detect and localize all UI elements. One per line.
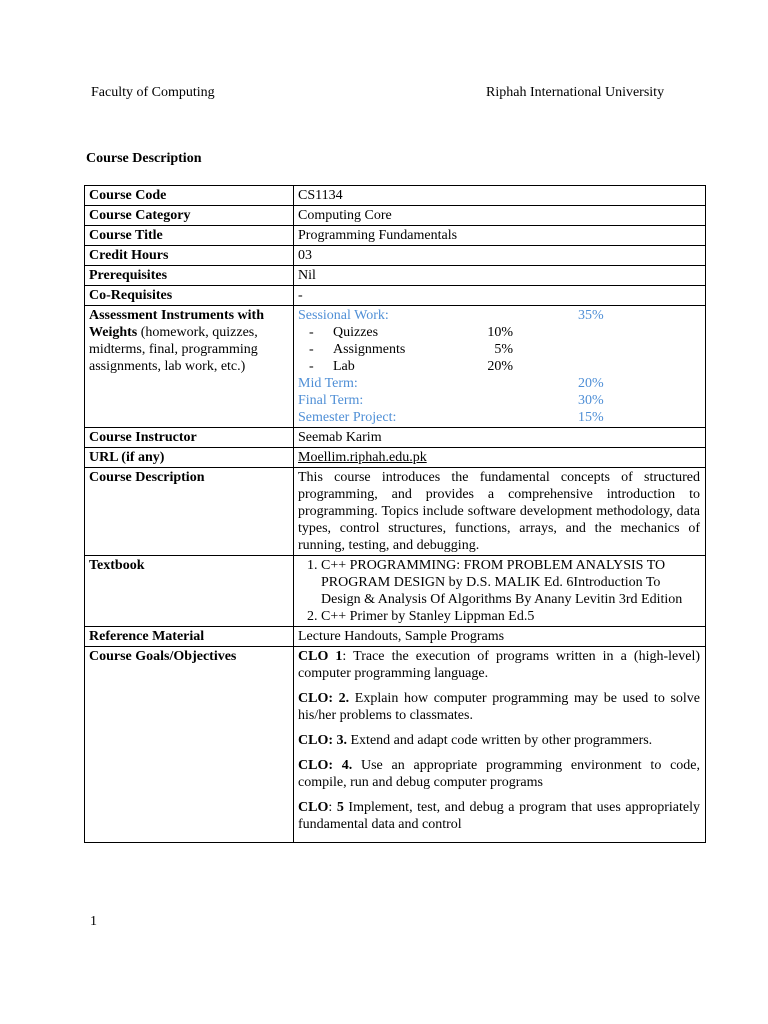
- clo-tag: CLO: [298, 800, 329, 815]
- final-term-row: [298, 392, 700, 409]
- goals-label: Course Goals/Objectives: [85, 647, 294, 843]
- course-url-link[interactable]: Moellim.riphah.edu.pk: [298, 450, 427, 465]
- semester-project-label: Semester Project:: [298, 410, 397, 425]
- clo-tag: CLO: 2.: [298, 691, 350, 706]
- sub-item-dash: -: [309, 359, 314, 374]
- prerequisites-label: Prerequisites: [85, 266, 294, 286]
- textbook-item: 2. C++ Primer by Stanley Lippman Ed.5: [321, 608, 700, 625]
- sub-item-assignments: [298, 341, 700, 358]
- assessment-label-note: (homework, quizzes, midterms, final, programming assignments, lab work, etc.): [89, 325, 258, 374]
- sub-item-name: Quizzes: [333, 325, 379, 340]
- url-cell: [294, 448, 706, 468]
- clo-text: Use an appropriate programming environment to code, compile, run and debug computer programs: [298, 758, 701, 790]
- goals-cell: [294, 647, 706, 843]
- final-term-label: Final Term:: [298, 393, 364, 408]
- sessional-work-pct: 35%: [578, 308, 604, 323]
- course-table: [84, 185, 706, 843]
- mid-term-label: Mid Term:: [298, 376, 358, 391]
- course-category-label: Course Category: [85, 206, 294, 226]
- table-row: [85, 627, 706, 647]
- clo-item: [298, 799, 700, 833]
- table-row: [85, 647, 706, 843]
- clo-item: [298, 648, 700, 682]
- prerequisites-value: Nil: [294, 266, 706, 286]
- course-category-value: Computing Core: [294, 206, 706, 226]
- description-value: This course introduces the fundamental concepts of structured programming, and provides a comprehensive introduction to programming. Topics include software development methodology, data types, control structures, functions, arrays, and the mechanics of running, testing, and debugging.: [294, 468, 706, 556]
- assessment-weights: [294, 306, 706, 428]
- clo-tag: CLO: 3.: [298, 733, 347, 748]
- final-term-pct: 30%: [578, 393, 604, 408]
- course-code-value: CS1134: [294, 186, 706, 206]
- textbook-list-cell: [294, 556, 706, 627]
- sub-item-lab: [298, 358, 700, 375]
- sub-item-pct: 20%: [487, 359, 513, 374]
- table-row: [85, 246, 706, 266]
- table-row: [85, 266, 706, 286]
- clo-tag: CLO: 4.: [298, 758, 353, 773]
- sessional-work-row: [298, 307, 700, 324]
- table-row: [85, 206, 706, 226]
- course-title-label: Course Title: [85, 226, 294, 246]
- clo-tag-number: 5: [336, 800, 344, 815]
- url-label: URL (if any): [85, 448, 294, 468]
- clo-item: [298, 732, 700, 749]
- clo-sep: :: [328, 800, 337, 815]
- textbook-item: 1. C++ PROGRAMMING: FROM PROBLEM ANALYSIS TO PROGRAM DESIGN by D.S. MALIK Ed. 6Introduction To Design & Analysis Of Algorithms By Anany Levitin 3rd Edition: [321, 557, 700, 608]
- instructor-label: Course Instructor: [85, 428, 294, 448]
- clo-text: Extend and adapt code written by other programmers.: [347, 733, 653, 748]
- mid-term-pct: 20%: [578, 376, 604, 391]
- table-row: [85, 468, 706, 556]
- course-title-value: Programming Fundamentals: [294, 226, 706, 246]
- document-title: Course Description: [86, 151, 202, 166]
- sub-item-dash: -: [309, 342, 314, 357]
- sub-item-dash: -: [309, 325, 314, 340]
- sub-item-quizzes: [298, 324, 700, 341]
- assessment-label: [85, 306, 294, 428]
- reference-value: Lecture Handouts, Sample Programs: [294, 627, 706, 647]
- sub-item-name: Lab: [333, 359, 355, 374]
- clo-text: Explain how computer programming may be used to solve his/her problems to classmates.: [298, 691, 701, 723]
- sub-item-pct: 10%: [487, 325, 513, 340]
- instructor-value: Seemab Karim: [294, 428, 706, 448]
- assessment-label-bold: Assessment Instruments with Weights: [89, 308, 265, 340]
- table-row: [85, 428, 706, 448]
- sub-item-pct: 5%: [494, 342, 513, 357]
- table-row: [85, 226, 706, 246]
- header-university: Riphah International University: [486, 85, 665, 100]
- table-row: [85, 448, 706, 468]
- semester-project-row: [298, 409, 700, 426]
- textbook-list: [298, 557, 700, 625]
- mid-term-row: [298, 375, 700, 392]
- clo-text: Implement, test, and debug a program that uses appropriately fundamental data and control: [298, 800, 700, 832]
- corequisites-value: -: [294, 286, 706, 306]
- description-label: Course Description: [85, 468, 294, 556]
- clo-tag: CLO 1: [298, 649, 343, 664]
- corequisites-label: Co-Requisites: [85, 286, 294, 306]
- clo-sep: :: [342, 649, 347, 664]
- table-row: [85, 556, 706, 627]
- table-row: [85, 186, 706, 206]
- clo-text: Trace the execution of programs written in a (high-level) computer programming language.: [298, 649, 701, 681]
- course-code-label: Course Code: [85, 186, 294, 206]
- sessional-work-label: Sessional Work:: [298, 308, 389, 323]
- reference-label: Reference Material: [85, 627, 294, 647]
- header-faculty: Faculty of Computing: [91, 85, 215, 100]
- textbook-label: Textbook: [85, 556, 294, 627]
- clo-item: [298, 757, 700, 791]
- credit-hours-value: 03: [294, 246, 706, 266]
- table-row: [85, 286, 706, 306]
- credit-hours-label: Credit Hours: [85, 246, 294, 266]
- page-number: 1: [90, 914, 97, 929]
- semester-project-pct: 15%: [578, 410, 604, 425]
- clo-item: [298, 690, 700, 724]
- sub-item-name: Assignments: [333, 342, 406, 357]
- table-row: [85, 306, 706, 428]
